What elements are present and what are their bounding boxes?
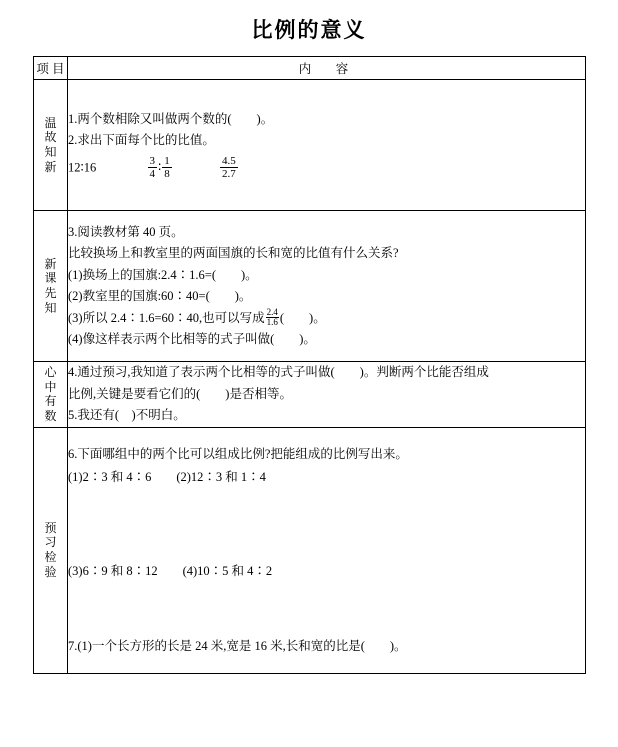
ratio-2: $\frac{3}{4}$ ∶ $\frac{1}{8}$ <box>149 154 170 180</box>
question-line: 1.两个数相除又叫做两个数的( )。 <box>68 111 274 126</box>
section-label-review <box>34 80 68 211</box>
label-char: 预 <box>44 520 57 535</box>
label-char: 验 <box>44 564 57 579</box>
label-char: 新 <box>44 256 57 271</box>
question-line-with-fraction: (3)所以 2.4∶1.6=60∶40,也可以写成 $\frac{2.4}{1.6}$ ( )。 <box>68 306 326 328</box>
label-char: 温 <box>44 115 57 130</box>
section-content-review <box>68 80 586 211</box>
label-char: 先 <box>44 286 57 300</box>
ratio-row <box>68 156 585 181</box>
question-line: 3.阅读教材第 40 页。 <box>68 224 184 239</box>
answer-space <box>68 488 585 560</box>
table-row <box>34 211 586 362</box>
header-item: 项 目 <box>34 57 68 80</box>
question-line: (3)6∶9 和 8∶12 (4)10∶5 和 4∶2 <box>68 564 273 578</box>
question-line: 7.(1)一个长方形的长是 24 米,宽是 16 米,长和宽的比是( )。 <box>68 638 407 653</box>
section-label-understanding <box>34 362 68 428</box>
label-char: 有 <box>44 394 57 409</box>
label-char: 数 <box>44 408 57 423</box>
label-char: 课 <box>44 271 57 286</box>
question-line: 4.通过预习,我知道了表示两个比相等的式子叫做( )。判断两个比能否组成 <box>68 365 489 379</box>
label-char: 习 <box>44 535 57 550</box>
section-content-preview <box>68 211 586 362</box>
question-line: (1)2∶3 和 4∶6 (2)12∶3 和 1∶4 <box>68 469 266 484</box>
label-char: 中 <box>44 379 57 394</box>
label-char: 心 <box>44 365 57 379</box>
section-label-preview <box>34 211 68 362</box>
question-line: 5.我还有( )不明白。 <box>68 408 186 422</box>
label-char: 新 <box>44 159 57 174</box>
label-char: 检 <box>44 550 57 564</box>
table-row <box>34 362 586 428</box>
label-char: 故 <box>44 130 57 145</box>
header-content: 内 容 <box>68 57 586 80</box>
table-row <box>34 427 586 673</box>
ratio-1: 12∶16 <box>68 160 97 175</box>
ratio-3: $\frac{4.5}{2.7}$ <box>222 154 236 180</box>
answer-space <box>68 583 585 635</box>
document-page <box>0 14 618 747</box>
question-line: 2.求出下面每个比的比值。 <box>68 133 215 148</box>
question-line: (4)像这样表示两个比相等的式子叫做( )。 <box>68 332 316 346</box>
question-line: (1)换场上的国旗:2.4∶1.6=( )。 <box>68 267 258 282</box>
worksheet-table <box>33 56 586 674</box>
table-row <box>34 80 586 211</box>
question-line: 比例,关键是要看它们的( )是否相等。 <box>68 386 292 401</box>
section-content-understanding <box>68 362 586 428</box>
question-line: (2)教室里的国旗:60∶40=( )。 <box>68 289 252 303</box>
question-line: 比较换场上和教室里的两面国旗的长和宽的比值有什么关系? <box>68 246 399 260</box>
page-title: 比例的意义 <box>251 17 367 42</box>
question-line: 6.下面哪组中的两个比可以组成比例?把能组成的比例写出来。 <box>68 447 408 461</box>
section-content-check <box>68 427 586 673</box>
section-label-check <box>34 427 68 673</box>
label-char: 知 <box>44 300 57 315</box>
table-header-row <box>34 57 586 80</box>
label-char: 知 <box>44 145 57 159</box>
